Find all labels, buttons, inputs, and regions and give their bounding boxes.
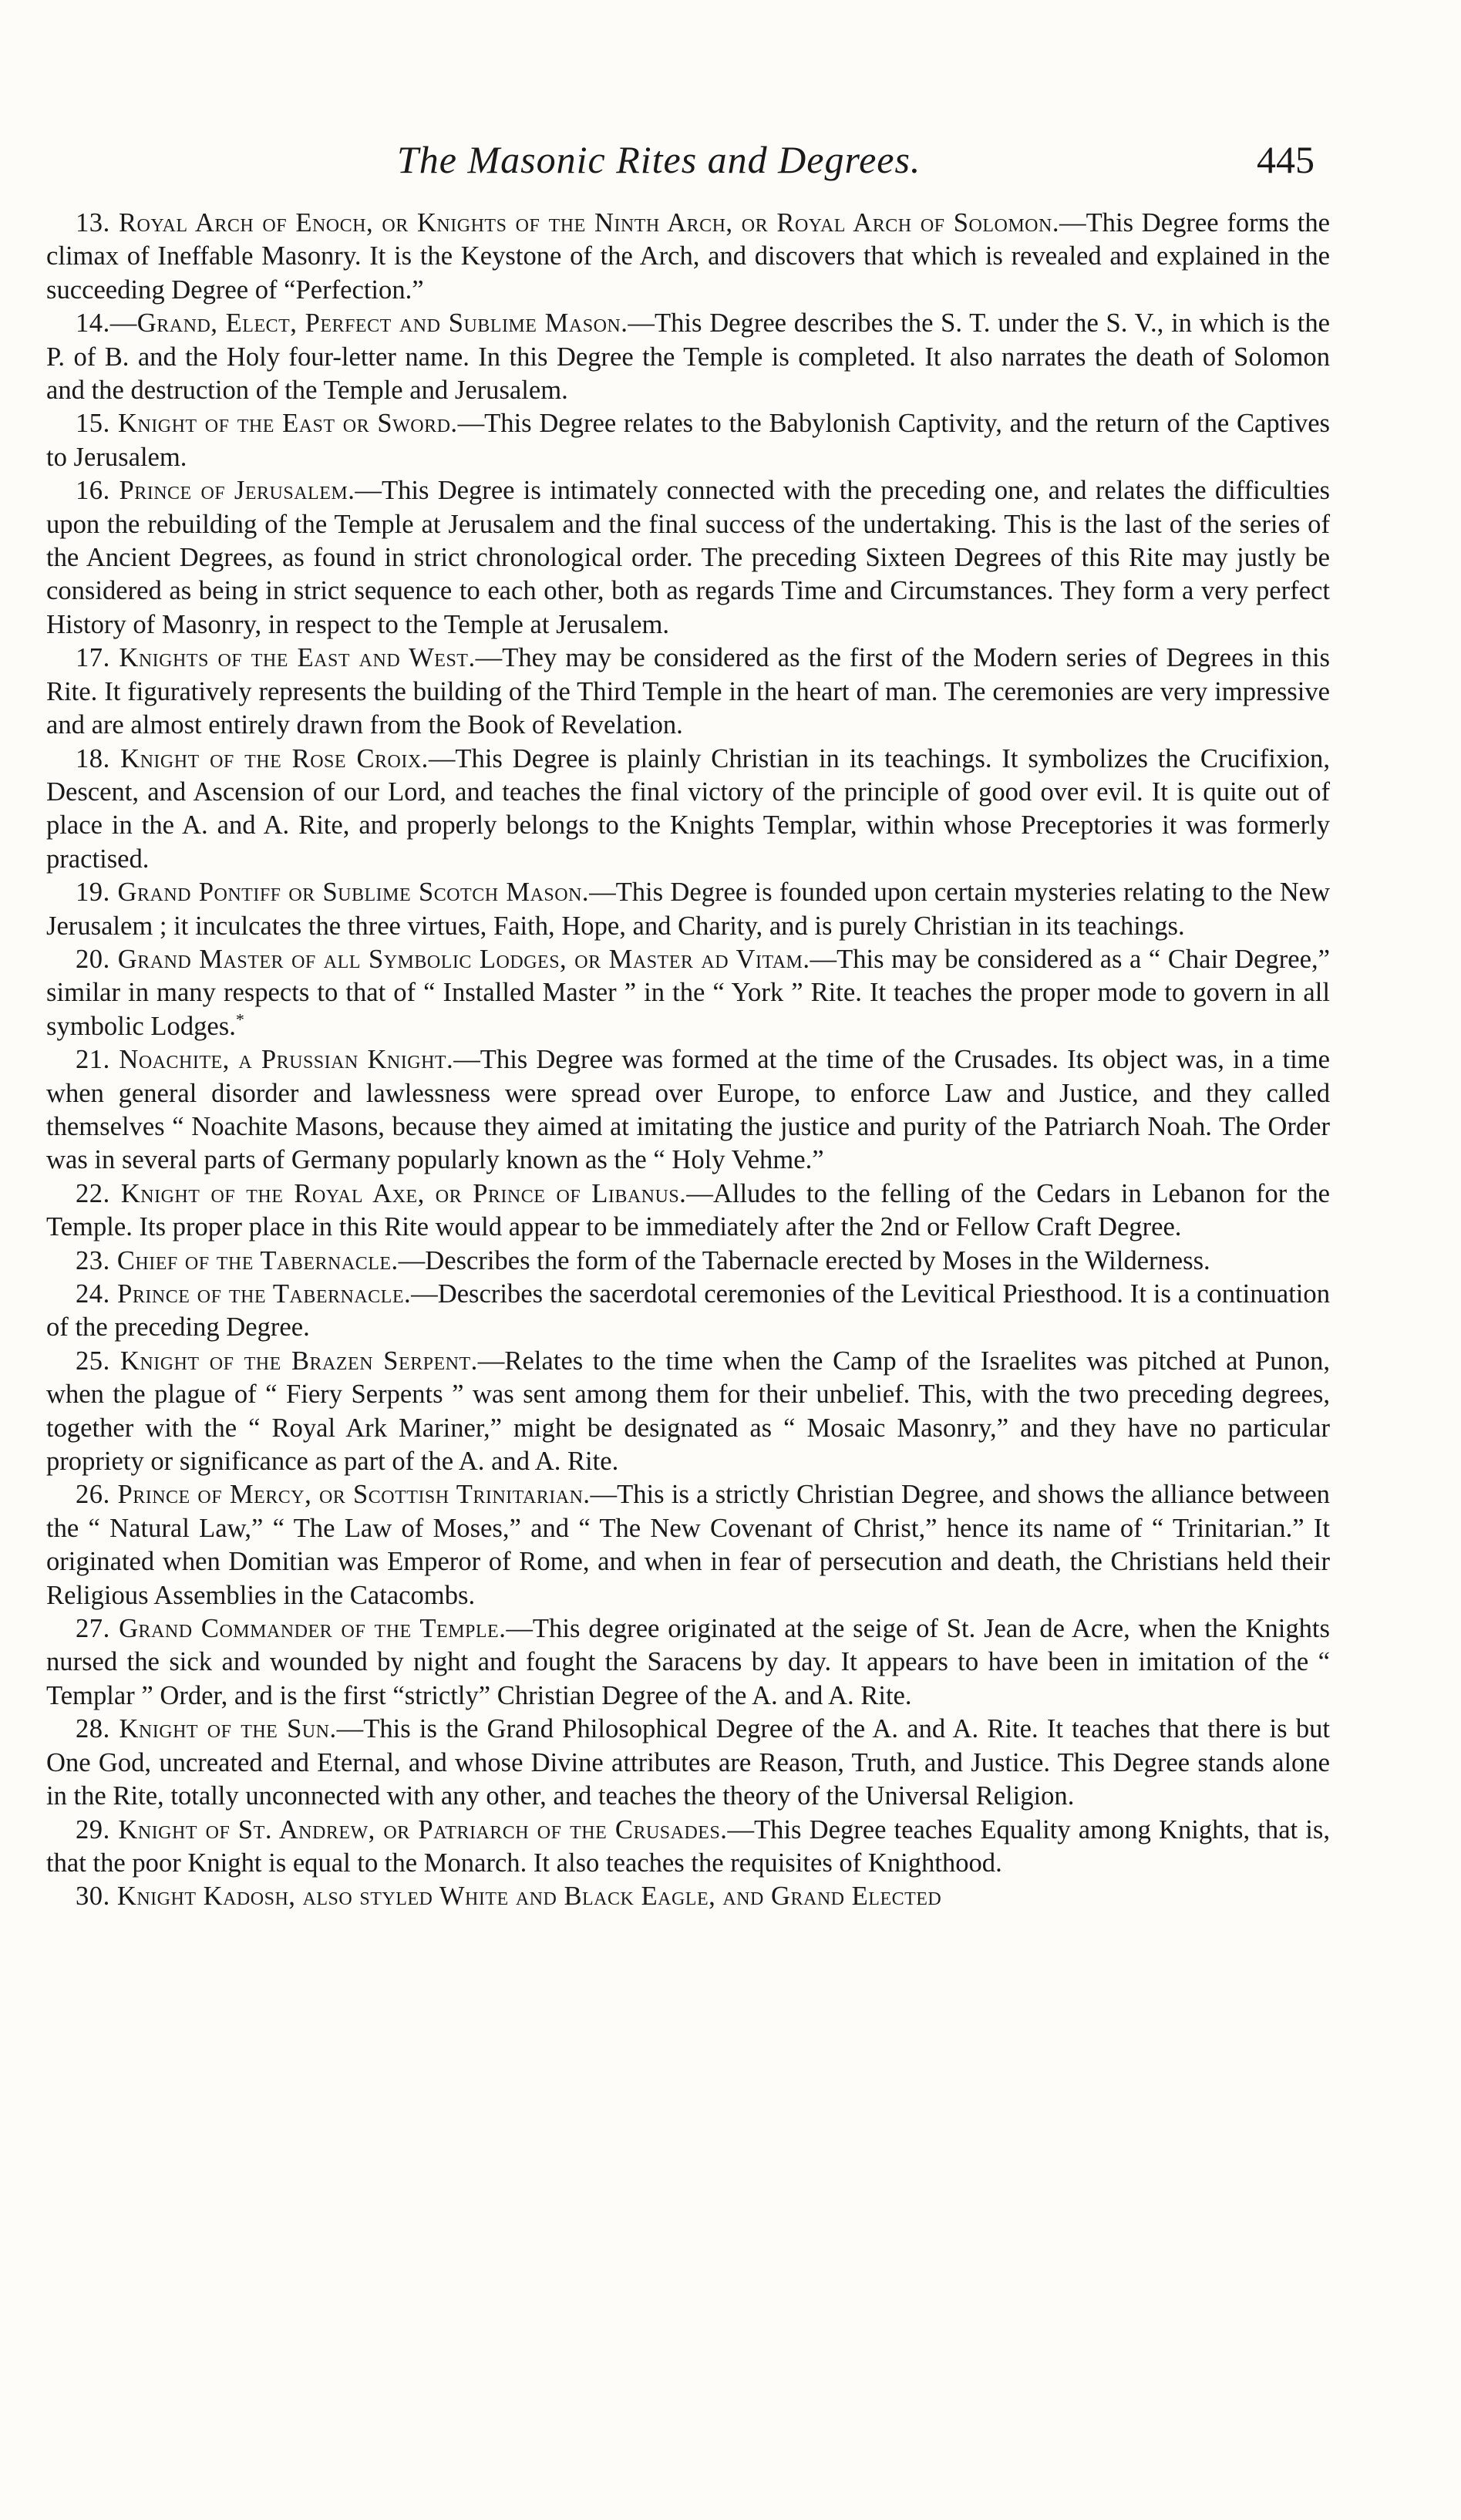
degree-heading: 15. Knight of the East or Sword.	[76, 409, 458, 439]
degree-description: —Describes the sacerdotal ceremonies of the Levitical Priesthood. It is a continuation of the preceding Degree.	[46, 1279, 1330, 1343]
degree-description: —Relates to the time when the Camp of the Israelites was pitched at Punon, when the plague of “ Fiery Serpents ” was sent among them for their unbelief. This, with the two preceding degrees, together with the “ Royal Ark Mariner,” might be designated as “ Mosaic Masonry,” and they have no particular propriety or significance as part of the A. and A. Rite.	[46, 1346, 1330, 1477]
degree-entry-14	[46, 307, 1330, 407]
footnote-mark: *	[235, 1009, 244, 1029]
degree-entry-20	[46, 943, 1330, 1043]
degree-heading: 24. Prince of the Tabernacle.	[76, 1279, 412, 1309]
degree-entry-22	[46, 1177, 1330, 1245]
degree-description: —This Degree was formed at the time of the Crusades. Its object was, in a time when general disorder and lawlessness were spread over Europe, to enforce Law and Justice, and they called themselves “ Noachite Masons, because they aimed at imitating the justice and purity of the Patriarch Noah. The Order was in several parts of Germany popularly known as the “ Holy Vehme.”	[46, 1045, 1330, 1175]
degree-heading: 23. Chief of the Tabernacle.	[76, 1245, 399, 1275]
degree-heading: 18. Knight of the Rose Croix.	[76, 743, 429, 773]
degree-entry-30	[46, 1880, 1330, 1913]
degree-entry-27	[46, 1612, 1330, 1713]
degree-heading: 14.—Grand, Elect, Perfect and Sublime Mason.	[76, 308, 628, 339]
body-text	[46, 207, 1330, 1914]
degree-description: —This Degree teaches Equality among Knights, that is, that the poor Knight is equal to the Monarch. It also teaches the requisites of Knighthood.	[46, 1814, 1330, 1878]
degree-entry-18	[46, 743, 1330, 877]
degree-heading: 26. Prince of Mercy, or Scottish Trinitarian.	[76, 1480, 591, 1510]
degree-heading: 16. Prince of Jerusalem.	[76, 476, 355, 506]
degree-description: —This may be considered as a “ Chair Degree,” similar in many respects to that of “ Installed Master ” in the “ York ” Rite. It teaches the proper mode to govern in all symbolic Lodges.	[46, 944, 1330, 1041]
degree-heading: 13. Royal Arch of Enoch, or Knights of the Ninth Arch, or Royal Arch of Solomon.	[76, 208, 1059, 238]
degree-entry-28	[46, 1713, 1330, 1813]
degree-heading: 17. Knights of the East and West.	[76, 643, 476, 673]
degree-description: —This is a strictly Christian Degree, and shows the alliance between the “ Natural Law,” “ The Law of Moses,” and “ The New Covenant of Christ,” hence its name of “ Trinitarian.” It originated when Domitian was Emperor of Rome, and when in fear of persecution and death, the Christians held their Religious Assemblies in the Catacombs.	[46, 1480, 1330, 1610]
degree-entry-15	[46, 407, 1330, 474]
degree-description: —This degree originated at the seige of St. Jean de Acre, when the Knights nursed the sick and wounded by night and fought the Saracens by day. It appears to have been in imitation of the “ Templar ” Order, and is the first “strictly” Christian Degree of the A. and A. Rite.	[46, 1614, 1330, 1710]
running-head	[0, 137, 1461, 191]
degree-entry-26	[46, 1478, 1330, 1612]
degree-description: —This Degree describes the S. T. under the S. V., in which is the P. of B. and the Holy four-letter name. In this Degree the Temple is completed. It also narrates the death of Solomon and the destruction of the Temple and Jerusalem.	[46, 308, 1331, 406]
degree-entry-23	[46, 1245, 1330, 1278]
degree-entry-25	[46, 1345, 1330, 1479]
degree-entry-19	[46, 876, 1330, 943]
degree-description: —This is the Grand Philosophical Degree of the A. and A. Rite. It teaches that there is but One God, uncreated and Eternal, and whose Divine attributes are Reason, Truth, and Justice. This Degree stands alone in the Rite, totally unconnected with any other, and teaches the theory of the Universal Religion.	[46, 1714, 1331, 1811]
degree-description: —This Degree forms the climax of Ineffable Masonry. It is the Keystone of the Arch, and discovers that which is revealed and explained in the succeeding Degree of “Perfection.”	[46, 208, 1330, 305]
degree-heading: 19. Grand Pontiff or Sublime Scotch Mason.	[76, 878, 590, 908]
degree-heading: 28. Knight of the Sun.	[76, 1714, 337, 1744]
degree-description: —They may be considered as the first of the Modern series of Degrees in this Rite. It figuratively represents the building of the Third Temple in the heart of man. The ceremonies are very impressive and are almost entirely drawn from the Book of Revelation.	[46, 643, 1331, 740]
degree-heading: 22. Knight of the Royal Axe, or Prince of Libanus.	[76, 1178, 687, 1208]
degree-heading: 21. Noachite, a Prussian Knight.	[76, 1045, 454, 1075]
degree-heading: 25. Knight of the Brazen Serpent.	[76, 1346, 478, 1376]
degree-description: —Alludes to the felling of the Cedars in Lebanon for the Temple. Its proper place in this Rite would appear to be immediately after the 2nd or Fellow Craft Degree.	[46, 1178, 1330, 1242]
page-number: 445	[1257, 138, 1315, 181]
degree-description: —This Degree relates to the Babylonish Captivity, and the return of the Captives to Jerusalem.	[46, 409, 1331, 472]
degree-entry-21	[46, 1043, 1330, 1177]
degree-entry-16	[46, 474, 1330, 642]
running-title: The Masonic Rites and Degrees.	[397, 138, 921, 181]
degree-description: —This Degree is intimately connected with the preceding one, and relates the difficulties upon the rebuilding of the Temple at Jerusalem and the final success of the undertaking. This is the last of the series of the Ancient Degrees, as found in strict chronological order. The preceding Sixteen Degrees of this Rite may justly be considered as being in strict sequence to each other, both as regards Time and Circumstances. They form a very perfect History of Masonry, in respect to the Temple at Jerusalem.	[46, 476, 1330, 639]
degree-description: —This Degree is plainly Christian in its teachings. It symbolizes the Crucifixion, Descent, and Ascension of our Lord, and teaches the final victory of the principle of good over evil. It is quite out of place in the A. and A. Rite, and properly belongs to the Knights Templar, within whose Preceptories it was formerly practised.	[46, 743, 1330, 874]
degree-heading: 20. Grand Master of all Symbolic Lodges, or Master ad Vitam.	[76, 944, 810, 974]
degree-heading: 30. Knight Kadosh, also styled White and Black Eagle, and Grand Elected	[76, 1882, 942, 1912]
degree-heading: 27. Grand Commander of the Temple.	[76, 1614, 507, 1644]
degree-heading: 29. Knight of St. Andrew, or Patriarch of the Crusades.	[76, 1814, 728, 1845]
degree-entry-24	[46, 1278, 1330, 1345]
degree-entry-13	[46, 207, 1330, 307]
degree-entry-29	[46, 1814, 1330, 1881]
degree-description: —Describes the form of the Tabernacle erected by Moses in the Wilderness.	[398, 1245, 1210, 1275]
degree-entry-17	[46, 642, 1330, 742]
degree-description: —This Degree is founded upon certain mysteries relating to the New Jerusalem ; it inculcates the three virtues, Faith, Hope, and Charity, and is purely Christian in its teachings.	[46, 878, 1330, 941]
